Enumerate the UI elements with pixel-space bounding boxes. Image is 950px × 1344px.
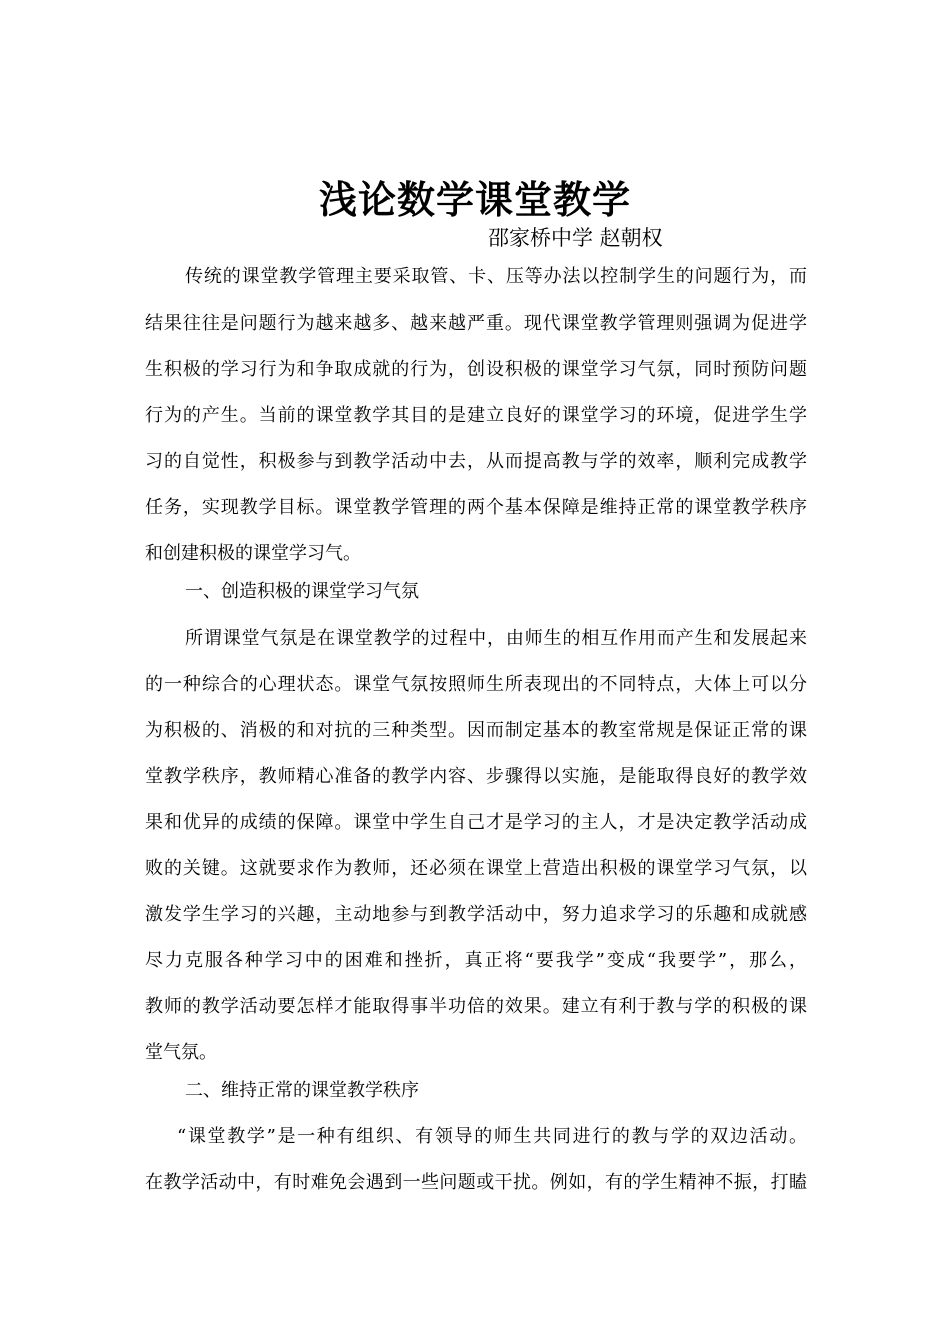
- section-heading: 一、创造积极的课堂学习气氛: [185, 581, 419, 602]
- document-title: 浅论数学课堂教学: [318, 177, 631, 222]
- paragraph-line: 生积极的学习行为和争取成就的行为，创设积极的课堂学习气氛，同时预防问题: [145, 359, 807, 380]
- paragraph-line: 在教学活动中，有时难免会遇到一些问题或干扰。例如，有的学生精神不振，打瞌: [145, 1172, 807, 1193]
- paragraph-line: 尽力克服各种学习中的困难和挫折，真正将“要我学”变成“我要学”，那么，: [145, 950, 807, 971]
- paragraph-line: 传统的课堂教学管理主要采取管、卡、压等办法以控制学生的问题行为，而: [185, 266, 807, 287]
- paragraph-line: 堂气氛。: [145, 1042, 217, 1063]
- paragraph-line: 行为的产生。当前的课堂教学其目的是建立良好的课堂学习的环境，促进学生学: [145, 405, 807, 426]
- paragraph-line: 和创建积极的课堂学习气。: [145, 543, 361, 564]
- paragraph-line: 的一种综合的心理状态。课堂气氛按照师生所表现出的不同特点，大体上可以分: [145, 674, 807, 695]
- document-author: 邵家桥中学 赵朝权: [488, 226, 663, 250]
- paragraph-line: 教师的教学活动要怎样才能取得事半功倍的效果。建立有利于教与学的积极的课: [145, 996, 807, 1017]
- paragraph-line: 果和优异的成绩的保障。课堂中学生自己才是学习的主人，才是决定教学活动成: [145, 812, 807, 833]
- paragraph-line: 为积极的、消极的和对抗的三种类型。因而制定基本的教室常规是保证正常的课: [145, 720, 807, 741]
- paragraph-line: “课堂教学”是一种有组织、有领导的师生共同进行的教与学的双边活动。: [177, 1126, 807, 1147]
- paragraph-line: 结果往往是问题行为越来越多、越来越严重。现代课堂教学管理则强调为促进学: [145, 313, 807, 334]
- paragraph-line: 堂教学秩序，教师精心准备的教学内容、步骤得以实施，是能取得良好的教学效: [145, 766, 807, 787]
- paragraph-line: 所谓课堂气氛是在课堂教学的过程中，由师生的相互作用而产生和发展起来: [185, 628, 807, 649]
- paragraph-line: 任务，实现教学目标。课堂教学管理的两个基本保障是维持正常的课堂教学秩序: [145, 497, 807, 518]
- paragraph-line: 激发学生学习的兴趣，主动地参与到教学活动中，努力追求学习的乐趣和成就感: [145, 904, 807, 925]
- paragraph-line: 败的关键。这就要求作为教师，还必须在课堂上营造出积极的课堂学习气氛，以: [145, 858, 807, 879]
- section-heading: 二、维持正常的课堂教学秩序: [185, 1080, 419, 1101]
- paragraph-line: 习的自觉性，积极参与到教学活动中去，从而提高教与学的效率，顺利完成教学: [145, 451, 807, 472]
